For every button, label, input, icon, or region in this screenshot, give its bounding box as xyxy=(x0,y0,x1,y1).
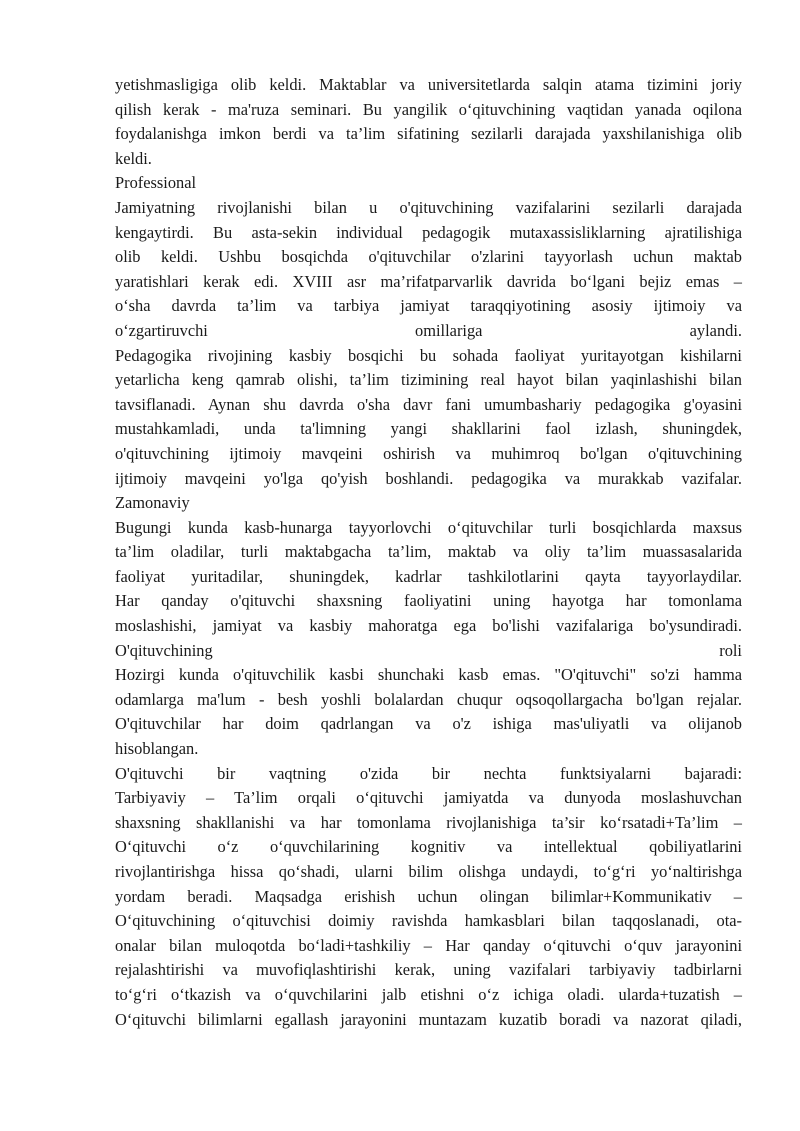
text-line: Har qanday o'qituvchi shaxsning faoliyatini uning hayotga har tomonlama xyxy=(115,591,742,611)
text-line: Professional xyxy=(115,173,197,193)
text-line: O‘qituvchi o‘z o‘quvchilarining kognitiv va intellektual qobiliyatlarini xyxy=(115,837,742,857)
text-line: o'qituvchining ijtimoiy mavqeini oshirish va muhimroq bo'lgan o'qituvchining xyxy=(115,443,742,463)
text-line: Pedagogika rivojining kasbiy bosqichi bu sohada faoliyat yuritayotgan kishilarni xyxy=(115,345,742,365)
text-line: onalar bilan muloqotda bo‘ladi+tashkiliy – Har qanday o‘qituvchi o‘quv jarayonini xyxy=(115,935,742,955)
text-line: rejalashtirishi va muvofiqlashtirishi kerak, uning vazifalari tarbiyaviy tadbirlarni xyxy=(115,960,742,980)
text-line: hisoblangan. xyxy=(115,739,199,759)
text-line: o‘sha davrda ta’lim va tarbiya jamiyat taraqqiyotining asosiy ijtimoiy va xyxy=(115,296,742,316)
text-line: O‘qituvchi bilimlarni egallash jarayonini muntazam kuzatib boradi va nazorat qiladi, xyxy=(115,1009,742,1029)
text-line: ijtimoiy mavqeini yo'lga qo'yish boshlandi. pedagogika va murakkab vazifalar. xyxy=(115,468,742,488)
text-line: foydalanishga imkon berdi va ta’lim sifatining sezilarli darajada yaxshilanishiga olib xyxy=(115,124,742,144)
text-line: Tarbiyaviy – Ta’lim orqali o‘qituvchi jamiyatda va dunyoda moslashuvchan xyxy=(115,788,742,808)
text-line: O'qituvchi bir vaqtning o'zida bir nechta funktsiyalarni bajaradi: xyxy=(115,763,742,783)
text-line: O'qituvchilar har doim qadrlangan va o'z ishiga mas'uliyatli va olijanob xyxy=(115,714,742,734)
text-line: Jamiyatning rivojlanishi bilan u o'qituvchining vazifalarini sezilarli darajada xyxy=(115,197,742,217)
text-line: Zamonaviy xyxy=(115,493,190,513)
text-line: O‘qituvchining o‘qituvchisi doimiy ravishda hamkasblari bilan taqqoslanadi, ota- xyxy=(115,911,742,931)
text-line: O'qituvchining roli xyxy=(115,640,742,660)
text-line: yordam beradi. Maqsadga erishish uchun olingan bilimlar+Kommunikativ – xyxy=(115,886,742,906)
text-line: yaratishlari kerak edi. XVIII asr ma’rifatparvarlik davrida bo‘lgani bejiz emas – xyxy=(115,271,742,291)
document-body xyxy=(115,73,742,1032)
text-line: keldi. xyxy=(115,148,152,168)
text-line: moslashishi, jamiyat va kasbiy mahoratga ega bo'lishi vazifalariga bo'ysundiradi. xyxy=(115,616,742,636)
text-line: Hozirgi kunda o'qituvchilik kasbi shunchaki kasb emas. "O'qituvchi" so'zi hamma xyxy=(115,665,742,685)
text-line: ta’lim oladilar, turli maktabgacha ta’lim, maktab va oliy ta’lim muassasalarida xyxy=(115,542,742,562)
text-line: shaxsning shakllanishi va har tomonlama rivojlanishiga ta’sir ko‘rsatadi+Ta’lim – xyxy=(115,812,742,832)
text-line: odamlarga ma'lum - besh yoshli bolalardan chuqur oqsoqollargacha bo'lgan rejalar. xyxy=(115,689,742,709)
text-line: olib keldi. Ushbu bosqichda o'qituvchilar o'zlarini tayyorlash uchun maktab xyxy=(115,247,742,267)
text-line: qilish kerak - ma'ruza seminari. Bu yangilik o‘qituvchining vaqtidan yanada oqilona xyxy=(115,99,742,119)
text-line: faoliyat yuritadilar, shuningdek, kadrlar tashkilotlarini qayta tayyorlaydilar. xyxy=(115,566,742,586)
text-line: yetishmasligiga olib keldi. Maktablar va universitetlarda salqin atama tizimini joriy xyxy=(115,75,742,94)
text-line: o‘zgartiruvchi omillariga aylandi. xyxy=(115,320,742,340)
text-line: Bugungi kunda kasb-hunarga tayyorlovchi o‘qituvchilar turli bosqichlarda maxsus xyxy=(115,517,742,537)
text-line: kengaytirdi. Bu asta-sekin individual pedagogik mutaxassisliklarning ajratilishiga xyxy=(115,222,742,242)
text-line: to‘g‘ri o‘tkazish va o‘quvchilarini jalb etishni o‘z ichiga oladi. ularda+tuzatish – xyxy=(115,984,742,1004)
text-line: tavsiflanadi. Aynan shu davrda o'sha davr fani umumbashariy pedagogika g'oyasini xyxy=(115,394,742,414)
text-line: mustahkamladi, unda ta'limning yangi shakllarini faol izlash, shuningdek, xyxy=(115,419,742,439)
text-line: rivojlantirishga hissa qo‘shadi, ularni bilim olishga undaydi, to‘g‘ri yo‘naltirishga xyxy=(115,862,742,881)
text-line: yetarlicha keng qamrab olishi, ta’lim tizimining real hayot bilan yaqinlashishi bilan xyxy=(115,370,742,390)
